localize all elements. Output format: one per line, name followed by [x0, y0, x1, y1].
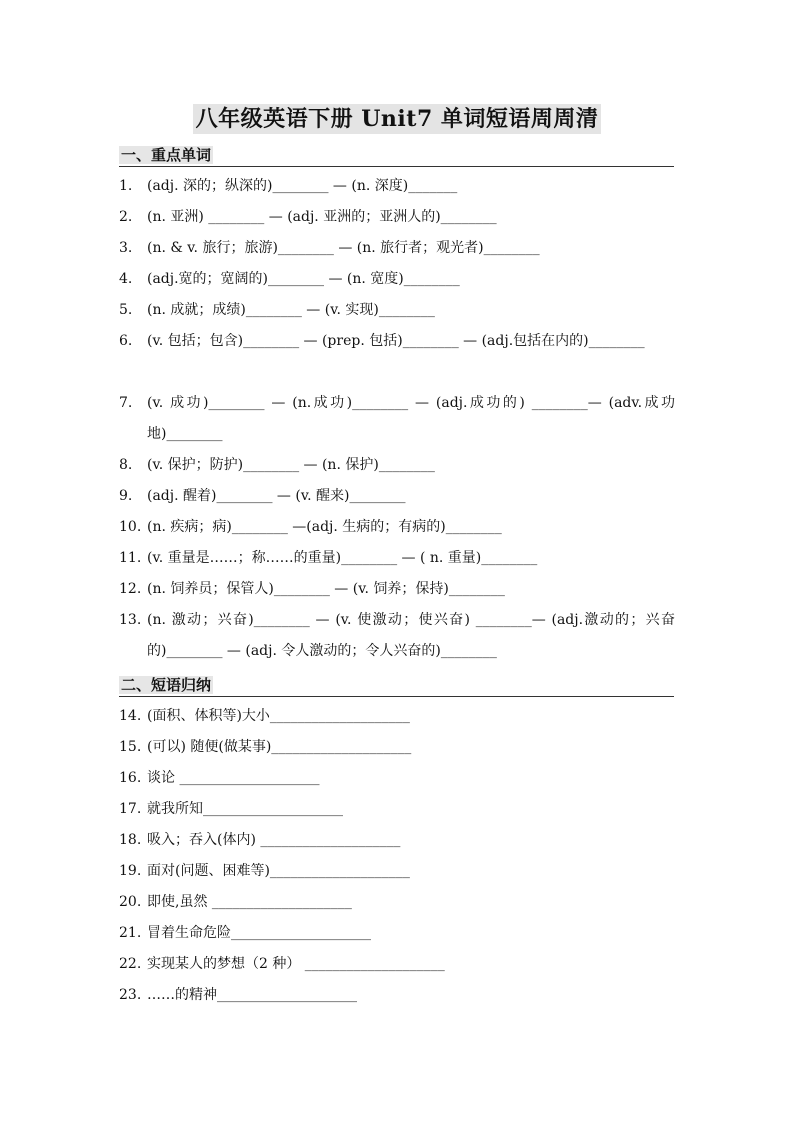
word-item: 6. (v. 包括；包含)________ — (prep. 包括)________ — (adj.包括在内的)________ [119, 333, 645, 349]
word-item: 10. (n. 疾病；病)________ —(adj. 生病的；有病的)________ [119, 519, 502, 535]
section-heading-words: 一、重点单词 [119, 144, 674, 167]
phrase-item: 14. (面积、体积等)大小____________________ [119, 708, 410, 724]
phrase-item: 23. ……的精神____________________ [119, 987, 357, 1003]
word-item: 2. (n. 亚洲) ________ — (adj. 亚洲的；亚洲人的)________ [119, 209, 497, 225]
phrase-item: 21. 冒着生命危险____________________ [119, 925, 371, 941]
word-item: 3. (n. & v. 旅行；旅游)________ — (n. 旅行者；观光者)________ [119, 240, 540, 256]
phrase-item: 15. (可以) 随便(做某事)____________________ [119, 739, 412, 755]
phrase-item: 20. 即使,虽然 ____________________ [119, 894, 352, 910]
word-item: 9. (adj. 醒着)________ — (v. 醒来)________ [119, 488, 406, 504]
word-item: 7. (v. 成功)________ — (n.成功)________ — (adj.成功的) ________— (adv.成功地)________ [119, 395, 675, 442]
phrase-item: 17. 就我所知____________________ [119, 801, 343, 817]
word-item: 5. (n. 成就；成绩)________ — (v. 实现)________ [119, 302, 435, 318]
phrase-item: 16. 谈论 ____________________ [119, 770, 320, 786]
section-heading-phrases: 二、短语归纳 [119, 674, 674, 697]
word-item: 12. (n. 饲养员；保管人)________ — (v. 饲养；保持)________ [119, 581, 505, 597]
word-item: 4. (adj.宽的；宽阔的)________ — (n. 宽度)________ [119, 271, 460, 287]
phrase-item: 22. 实现某人的梦想（2 种） ____________________ [119, 956, 445, 972]
page-title: 八年级英语下册 Unit7 单词短语周周清 [0, 102, 794, 133]
word-item: 1. (adj. 深的；纵深的)________ — (n. 深度)_______ [119, 178, 458, 194]
word-item: 13. (n. 激动；兴奋)________ — (v. 使激动；使兴奋) ________— (adj.激动的；兴奋的)________ — (adj. 令人激动的；令人兴奋的)________ [119, 612, 675, 659]
phrase-item: 18. 吸入；吞入(体内) ____________________ [119, 832, 401, 848]
phrase-item: 19. 面对(问题、困难等)____________________ [119, 863, 410, 879]
word-item: 8. (v. 保护；防护)________ — (n. 保护)________ [119, 457, 435, 473]
word-item: 11. (v. 重量是……；称……的重量)________ — ( n. 重量)________ [119, 550, 538, 566]
